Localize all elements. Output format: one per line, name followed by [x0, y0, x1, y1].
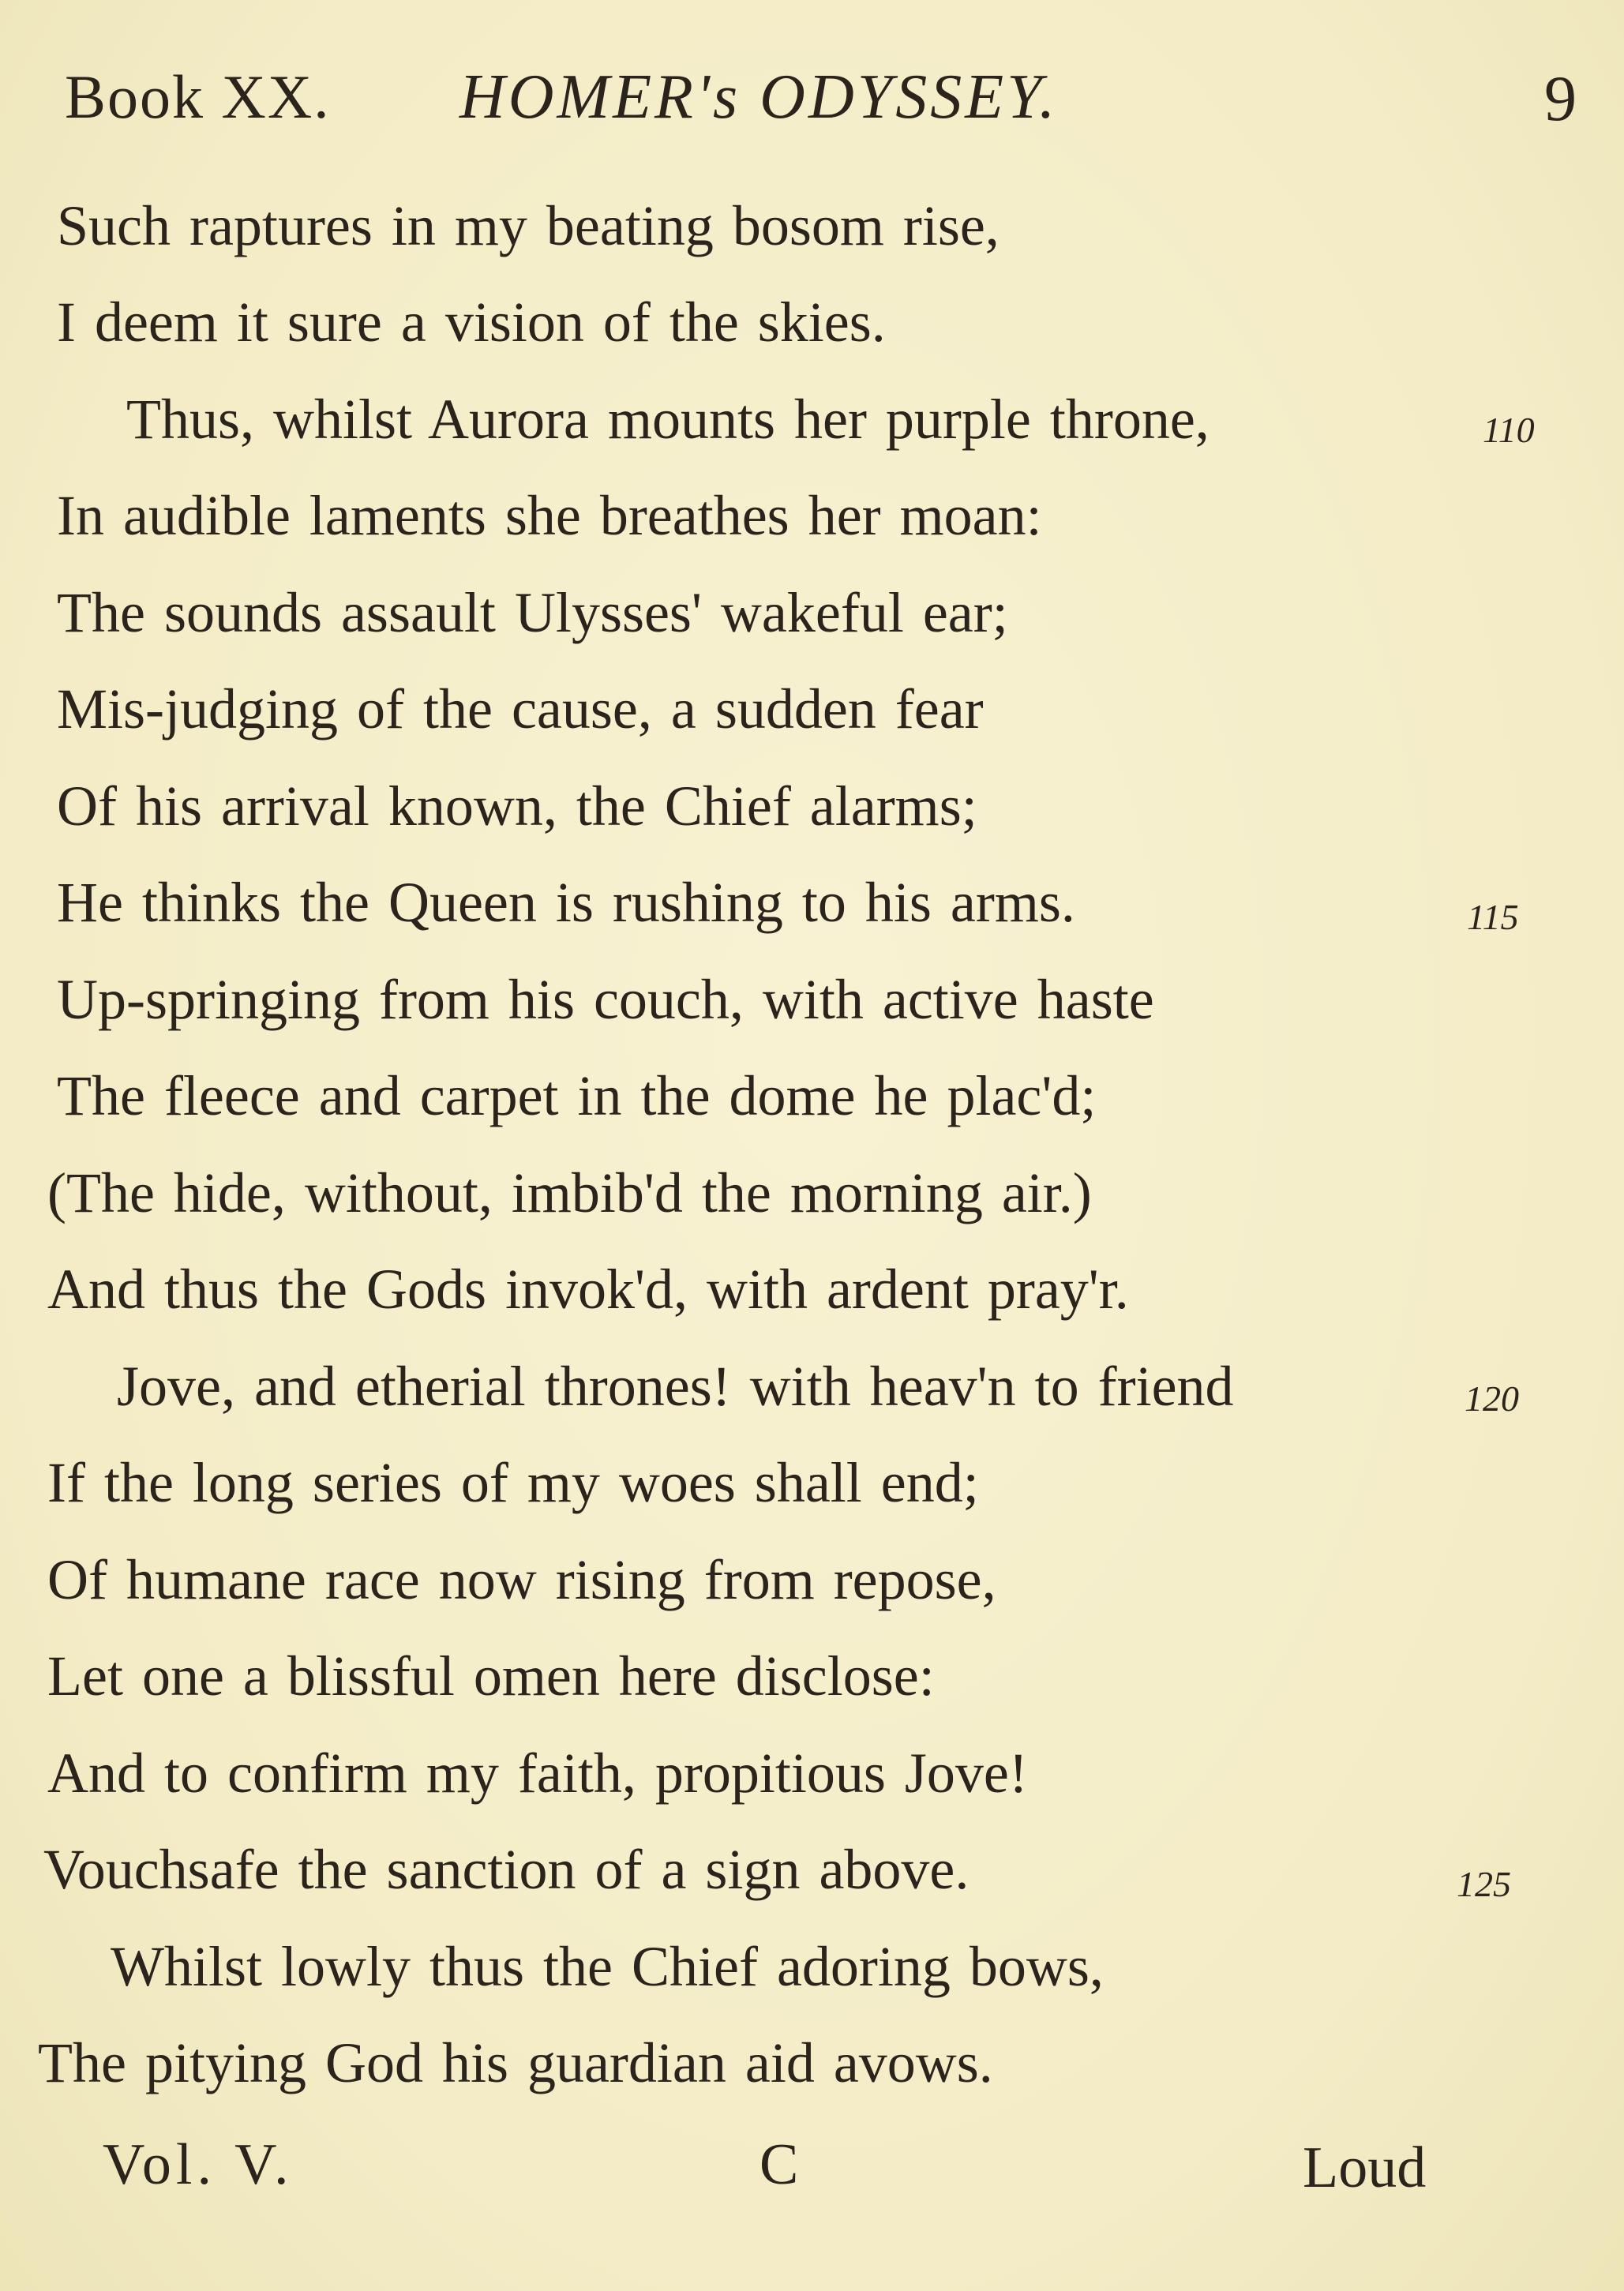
- book-label: Book XX.: [65, 62, 331, 131]
- verse-line: Of humane race now rising from repose,: [47, 1548, 996, 1611]
- verse-line: Thus, whilst Aurora mounts her purple throne,: [126, 388, 1210, 451]
- volume-label: Vol. V.: [103, 2132, 294, 2197]
- verse-line: (The hide, without, imbib'd the morning air.): [47, 1161, 1092, 1224]
- verse-line: Up-springing from his couch, with active haste: [57, 968, 1154, 1031]
- running-title: HOMER's ODYSSEY.: [459, 62, 1059, 132]
- verse-line: If the long series of my woes shall end;: [47, 1451, 979, 1514]
- verse-line: Whilst lowly thus the Chief adoring bows,: [111, 1935, 1104, 1998]
- verse-line: He thinks the Queen is rushing to his arms.: [57, 871, 1075, 934]
- verse-line: Jove, and etherial thrones! with heav'n to friend: [117, 1355, 1234, 1418]
- verse-line: Such raptures in my beating bosom rise,: [57, 194, 1000, 257]
- line-number: 110: [1483, 410, 1535, 450]
- verse-line: The pitying God his guardian aid avows.: [38, 2031, 993, 2094]
- line-number: 115: [1467, 897, 1519, 937]
- verse-line: Of his arrival known, the Chief alarms;: [57, 774, 977, 838]
- verse-line: Mis-judging of the cause, a sudden fear: [57, 677, 984, 741]
- verse-line: I deem it sure a vision of the skies.: [57, 291, 886, 354]
- catchword: Loud: [1303, 2135, 1427, 2200]
- signature-mark: C: [759, 2132, 799, 2197]
- verse-line: Vouchsafe the sanction of a sign above.: [43, 1838, 970, 1901]
- verse-line: The sounds assault Ulysses' wakeful ear;: [57, 581, 1008, 644]
- line-number: 120: [1465, 1378, 1519, 1419]
- verse-line: The fleece and carpet in the dome he plac'd;: [57, 1064, 1097, 1127]
- verse-line: In audible laments she breathes her moan:: [57, 484, 1042, 547]
- verse-line: And to confirm my faith, propitious Jove!: [47, 1742, 1028, 1805]
- line-number: 125: [1457, 1864, 1511, 1904]
- page-footer: [0, 2132, 1624, 2210]
- verse-line: And thus the Gods invok'd, with ardent pray'r.: [47, 1258, 1129, 1321]
- verse-line: Let one a blissful omen here disclose:: [47, 1644, 935, 1708]
- page-number: 9: [1544, 62, 1577, 134]
- running-header: [65, 62, 1592, 148]
